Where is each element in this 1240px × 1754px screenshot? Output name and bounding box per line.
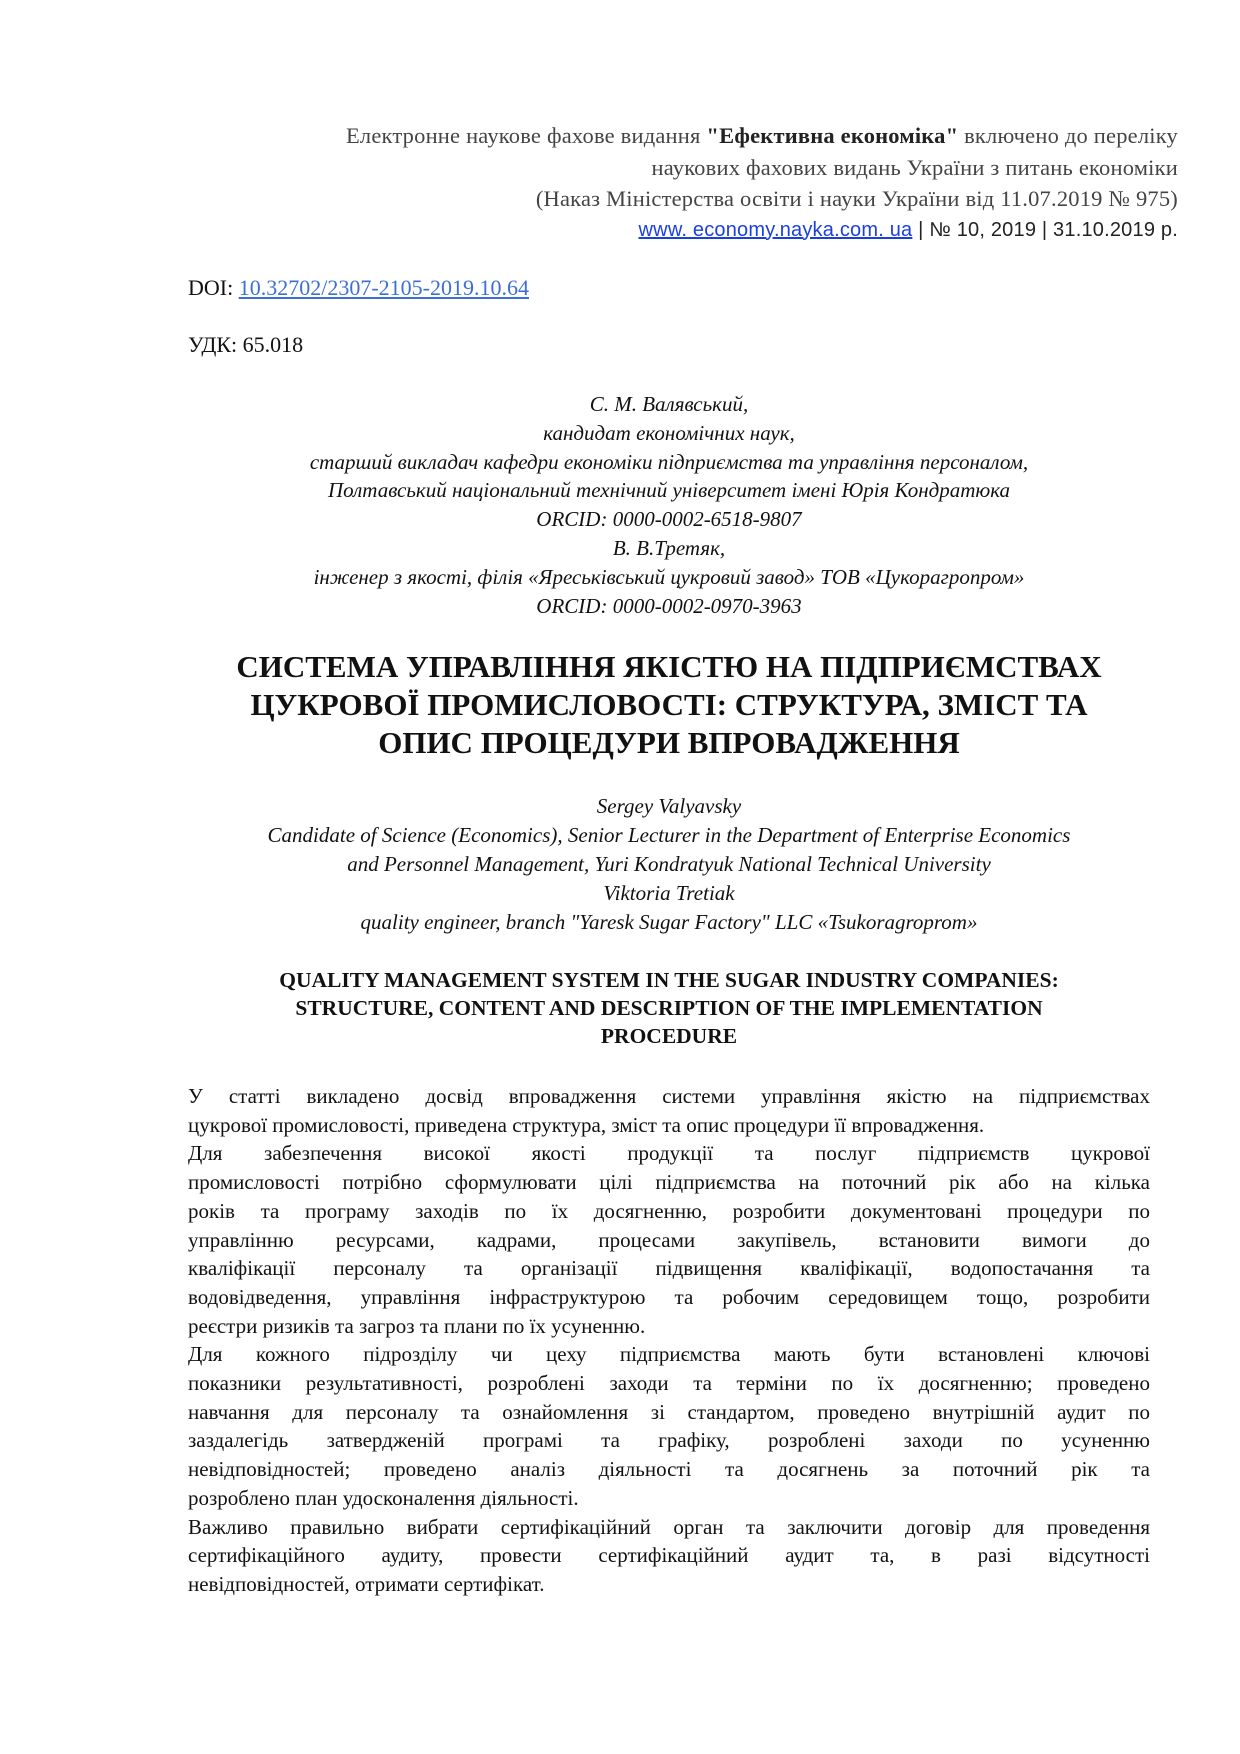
author-line: В. В.Третяк, [612,535,726,560]
author-line: кандидат економічних наук, [543,420,795,445]
header-line-4 [346,215,1178,247]
author-line: ORCID: 0000-0002-6518-9807 [536,507,802,532]
journal-header [346,120,1178,246]
abstract-line: водовідведення, управління інфраструктурою та робочим середовищем тощо, розробити [188,1284,1150,1309]
author-line: ORCID: 0000-0002-0970-3963 [536,593,802,618]
author-line: Candidate of Science (Economics), Senior Lecturer in the Department of Enterprise Economics [267,823,1071,847]
header-line-3: (Наказ Міністерства освіти і науки України від 11.07.2019 № 975) [535,186,1178,211]
abstract [188,1082,1150,1599]
abstract-line: промисловості потрібно сформулювати цілі підприємства на поточний рік або на кілька [188,1170,1150,1195]
header-line-1: Електронне наукове фахове видання "Ефективна економіка" включено до переліку [345,123,1178,148]
author-line: quality engineer, branch "Yaresk Sugar Factory" LLC «Tsukoragroprom» [360,910,978,934]
title-line: ЦУКРОВОЇ ПРОМИСЛОВОСТІ: СТРУКТУРА, ЗМІСТ ТА [250,687,1088,722]
abstract-line: невідповідностей, отримати сертифікат. [188,1571,545,1596]
title-line: СИСТЕМА УПРАВЛІННЯ ЯКІСТЮ НА ПІДПРИЄМСТВАХ [236,649,1102,684]
title-ua [188,648,1150,762]
website-link[interactable]: www. economy.nayka.com. ua [638,218,913,241]
abstract-line: Для кожного підрозділу чи цеху підприємства мають бути встановлені ключові [188,1342,1150,1367]
title-line: STRUCTURE, CONTENT AND DESCRIPTION OF THE IMPLEMENTATION [295,996,1043,1020]
author-line: Sergey Valyavsky [596,794,742,818]
abstract-line: управлінню ресурсами, кадрами, процесами закупівель, встановити вимоги до [188,1227,1150,1252]
abstract-line: У статті викладено досвід впровадження системи управління якістю на підприємствах [188,1084,1150,1108]
authors-ua [188,390,1150,620]
title-line: ОПИС ПРОЦЕДУРИ ВПРОВАДЖЕННЯ [378,725,960,760]
header-line-2: наукових фахових видань України з питань економіки [651,154,1178,180]
abstract-line: показники результативності, розроблені заходи та терміни по їх досягненню; проведено [188,1371,1150,1396]
journal-name: "Ефективна економіка" [706,123,959,148]
author-line: старший викладач кафедри економіки підприємства та управління персоналом, [309,449,1029,474]
abstract-line: розроблено план удосконалення діяльності. [188,1485,579,1510]
abstract-line: кваліфікації персоналу та організації підвищення кваліфікації, водопостачання та [188,1256,1150,1281]
abstract-line: невідповідностей; проведено аналіз діяльності та досягнень за поточний рік та [188,1457,1150,1482]
issue-info: | № 10, 2019 | 31.10.2019 р. [912,218,1178,241]
doi: DOI: 10.32702/2307-2105-2019.10.64 [188,275,529,300]
abstract-line: навчання для персоналу та ознайомлення зі стандартом, проведено внутрішній аудит по [188,1399,1150,1424]
abstract-line: Важливо правильно вибрати сертифікаційний орган та заключити договір для проведення [188,1514,1150,1539]
title-line: QUALITY MANAGEMENT SYSTEM IN THE SUGAR INDUSTRY COMPANIES: [279,968,1059,992]
author-line: Полтавський національний технічний університет імені Юрія Кондратюка [327,478,1011,503]
abstract-line: років та програму заходів по їх досягненню, розробити документовані процедури по [188,1198,1150,1223]
author-line: and Personnel Management, Yuri Kondratyuk National Technical University [347,852,991,876]
author-line: інженер з якості, філія «Яреськівський цукровий завод» ТОВ «Цукорагропром» [313,564,1025,589]
author-line: Viktoria Tretiak [603,881,735,905]
udk: УДК: 65.018 [188,332,304,357]
abstract-line: заздалегідь затвердженій програмі та графіку, розроблені заходи по усуненню [188,1428,1150,1453]
abstract-line: Для забезпечення високої якості продукції та послуг підприємств цукрової [188,1141,1150,1166]
authors-en [188,792,1150,937]
abstract-line: цукрової промисловості, приведена структура, зміст та опис процедури її впровадження. [188,1112,985,1137]
abstract-line: сертифікаційного аудиту, провести сертифікаційний аудит та, в разі відсутності [188,1543,1150,1568]
author-line: С. М. Валявський, [589,392,749,416]
title-line: PROCEDURE [600,1024,738,1048]
abstract-line: реєстри ризиків та загроз та плани по їх усуненню. [188,1313,646,1338]
doi-link[interactable]: 10.32702/2307-2105-2019.10.64 [238,275,529,300]
title-en [188,966,1150,1050]
